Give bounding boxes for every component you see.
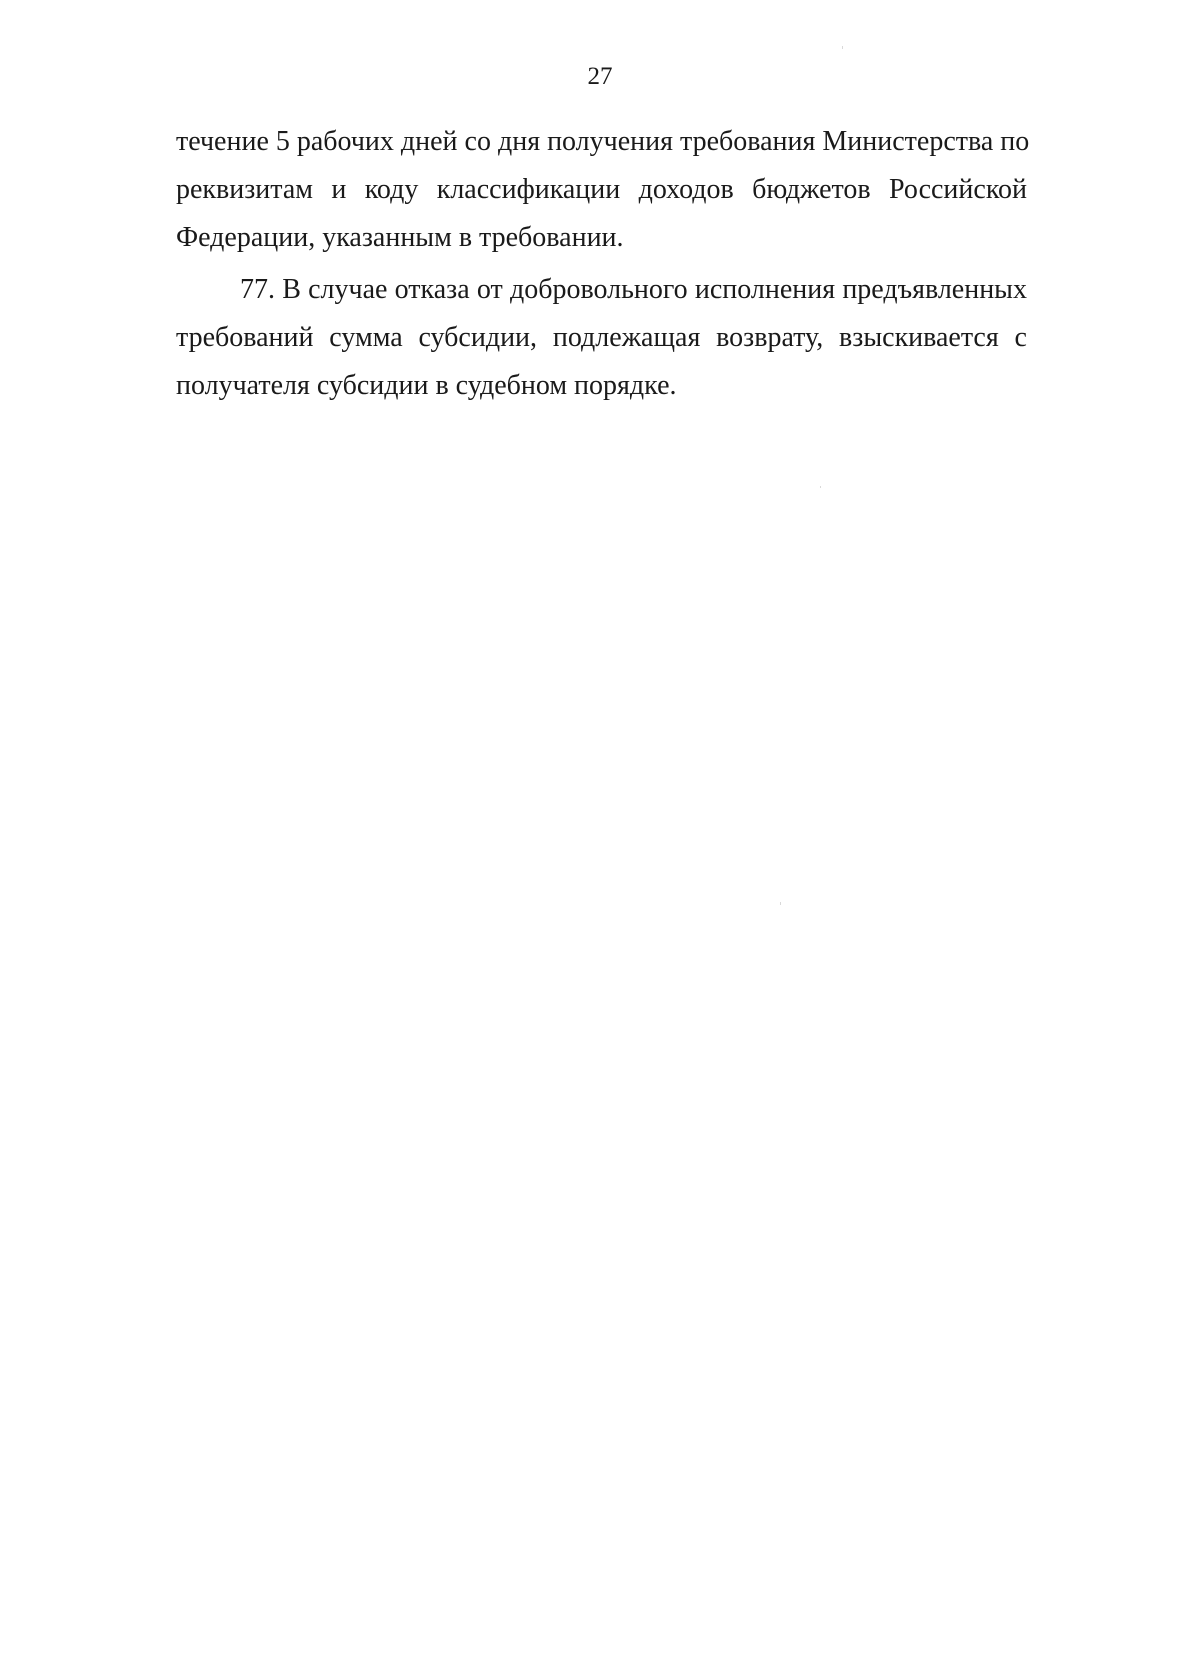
page-number: 27	[587, 63, 613, 90]
text-line: требований сумма субсидии, подлежащая возврату, взыскивается с	[176, 322, 1027, 353]
paragraph-continuation	[176, 118, 1030, 262]
scan-speck	[842, 46, 843, 49]
scan-speck	[780, 902, 781, 905]
scan-speck	[820, 486, 821, 488]
text-line: Федерации, указанным в требовании.	[176, 222, 624, 253]
text-line: получателя субсидии в судебном порядке.	[176, 370, 677, 401]
text-line: течение 5 рабочих дней со дня получения требования Министерства по	[176, 126, 1030, 157]
document-body	[176, 118, 1030, 410]
text-line: 77. В случае отказа от добровольного исполнения предъявленных	[240, 274, 1027, 305]
paragraph-77	[176, 266, 1027, 410]
text-line: реквизитам и коду классификации доходов бюджетов Российской	[176, 174, 1027, 205]
